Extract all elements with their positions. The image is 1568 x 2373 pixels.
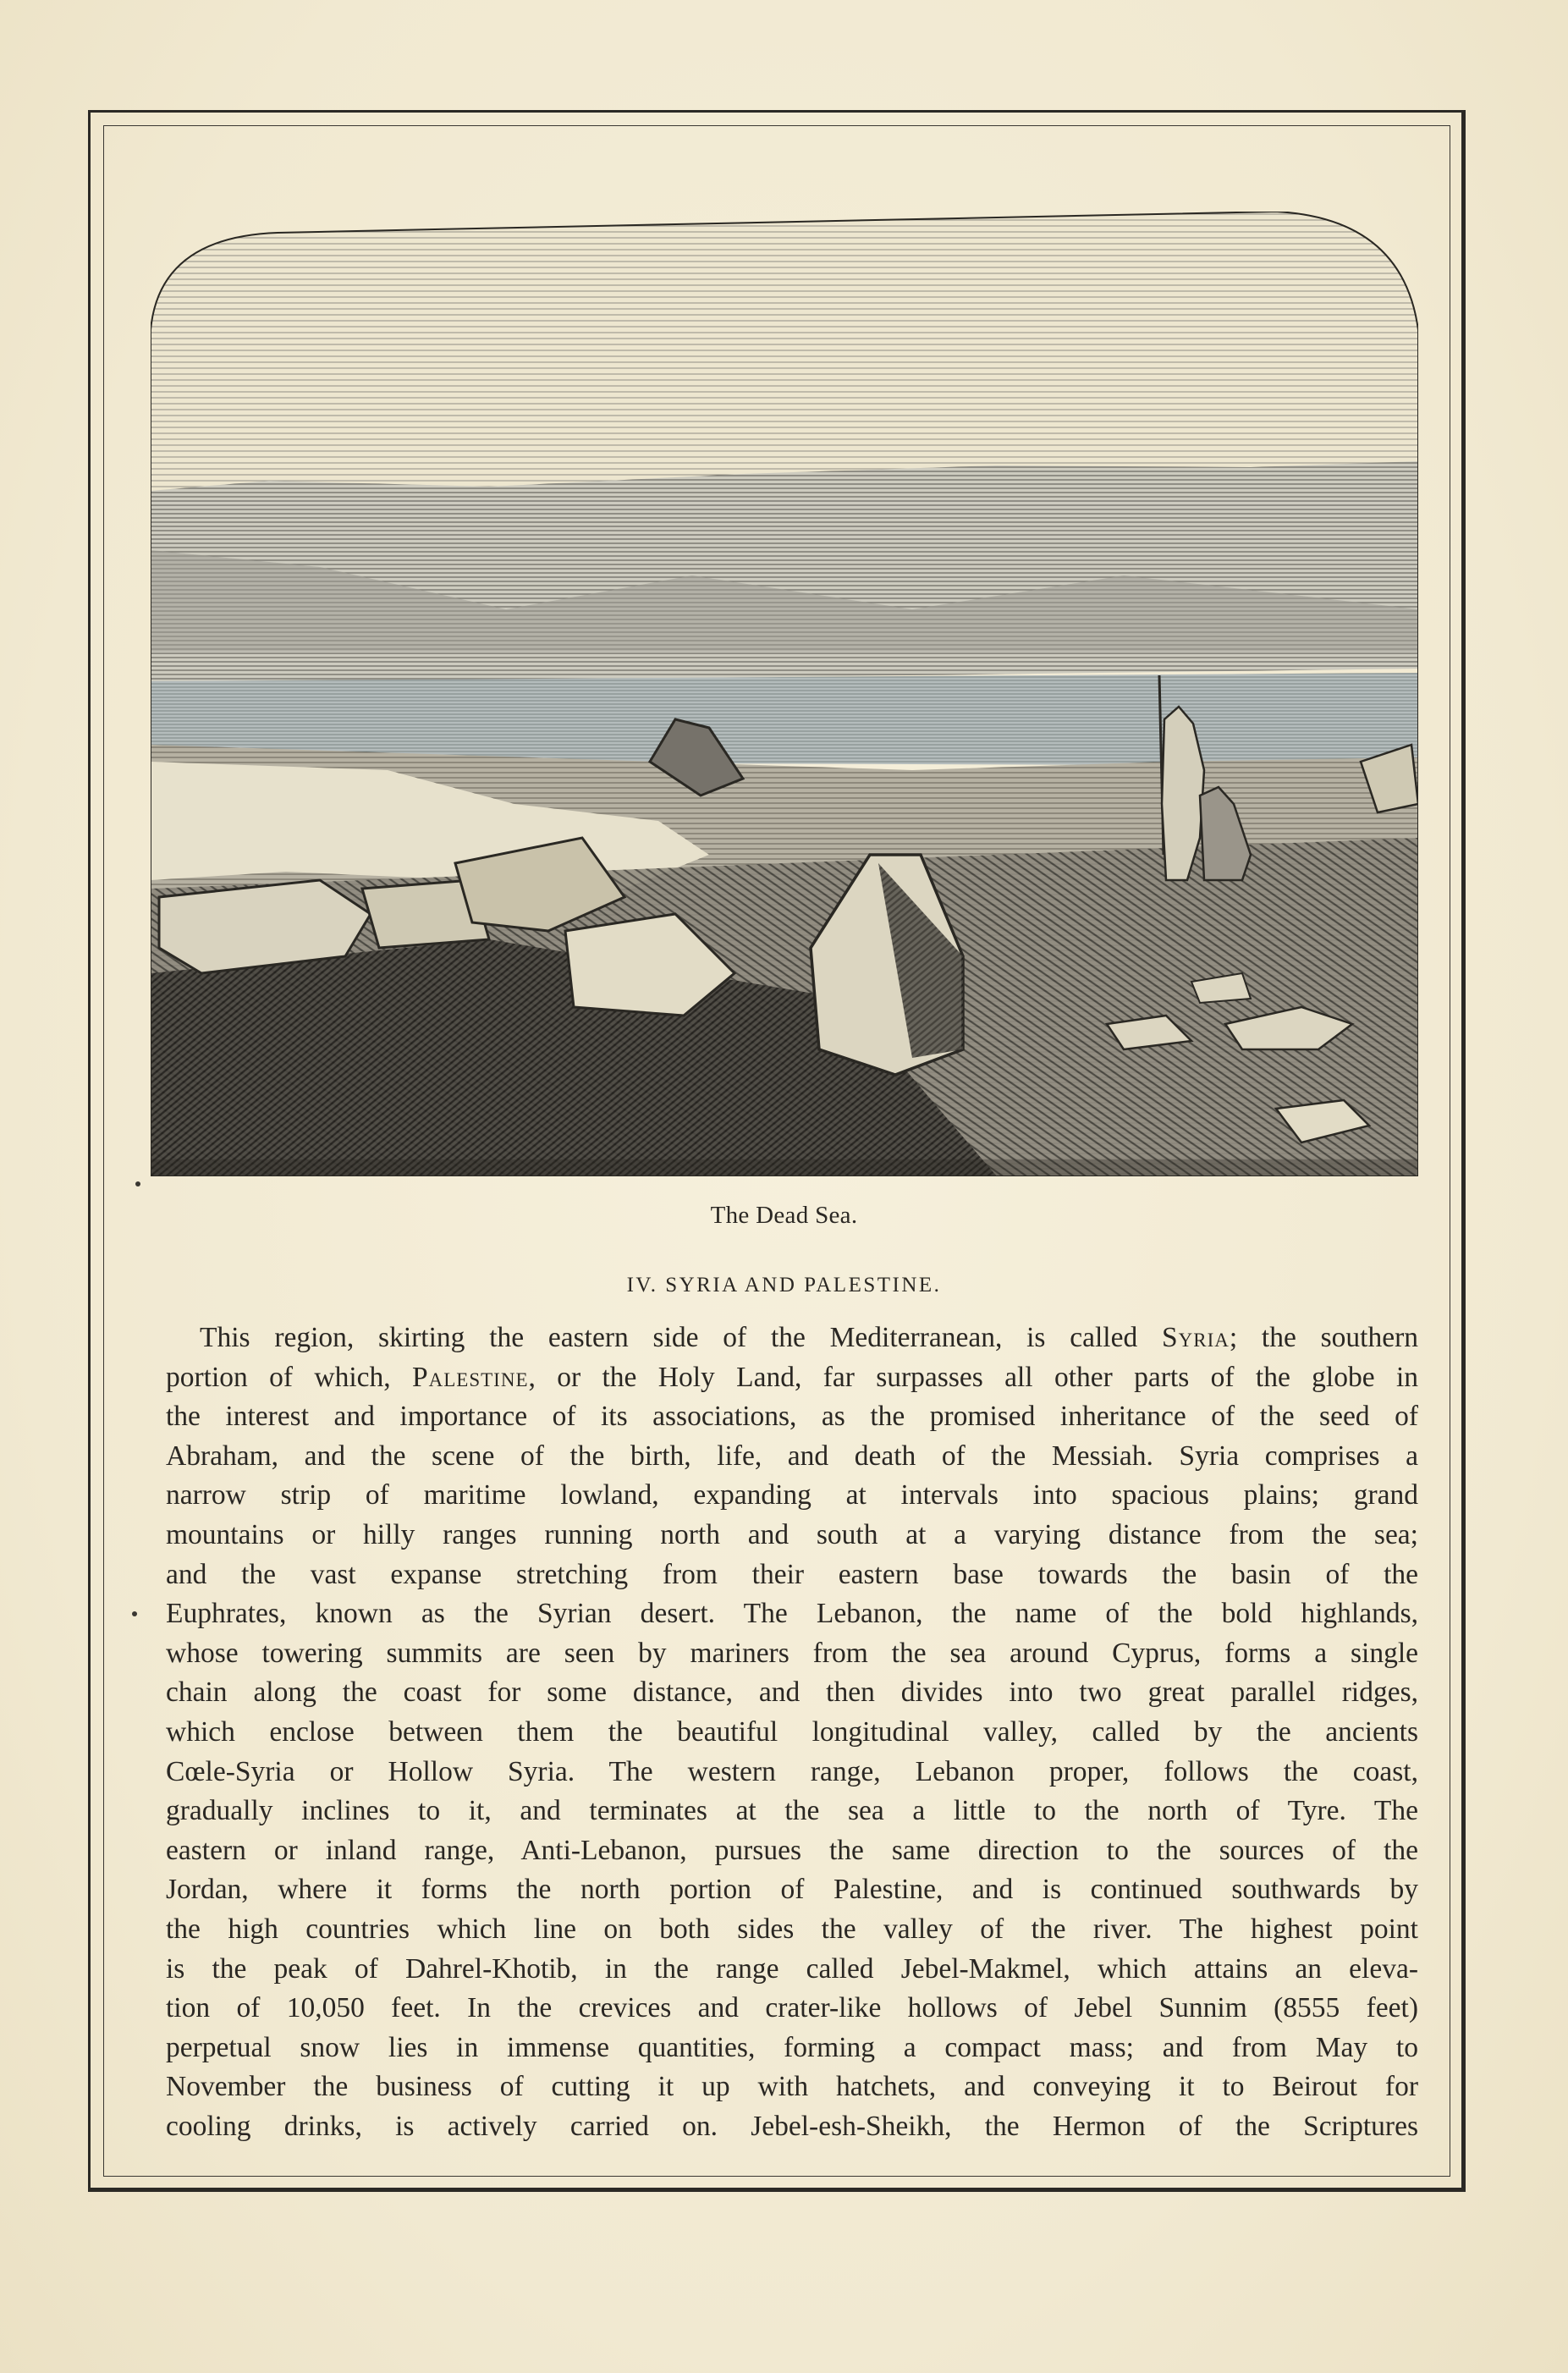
- text-line: cooling drinks, is actively carried on. Jebel-esh-Sheikh, the Hermon of the Scriptures: [166, 2110, 1418, 2142]
- section-heading: IV. SYRIA AND PALESTINE.: [626, 1274, 942, 1297]
- text-run: portion of which,: [166, 1361, 412, 1393]
- text-line: November the business of cutting it up with hatchets, and conveying it to Beirout for: [166, 2071, 1418, 2103]
- text-run: ; the southern: [1229, 1322, 1418, 1353]
- text-run: , or the Holy Land, far surpasses all other parts of the globe in: [528, 1361, 1418, 1393]
- text-line: Abraham, and the scene of the birth, life, and death of the Messiah. Syria comprises a: [166, 1440, 1418, 1472]
- text-line: eastern or inland range, Anti-Lebanon, pursues the same direction to the sources of the: [166, 1834, 1418, 1866]
- text-line: gradually inclines to it, and terminates at the sea a little to the north of Tyre. The: [166, 1795, 1418, 1827]
- text-line: the interest and importance of its associations, as the promised inheritance of the seed of: [166, 1401, 1418, 1433]
- text-line: narrow strip of maritime lowland, expanding at intervals into spacious plains; grand: [166, 1479, 1418, 1511]
- margin-dot: [135, 1181, 140, 1186]
- text-line: perpetual snow lies in immense quantities, forming a compact mass; and from May to: [166, 2031, 1418, 2063]
- text-line: the high countries which line on both sides the valley of the river. The highest point: [166, 1913, 1418, 1945]
- text-line: mountains or hilly ranges running north and south at a varying distance from the sea;: [166, 1518, 1418, 1550]
- engraving-svg: [151, 212, 1418, 1176]
- figure-caption: The Dead Sea.: [710, 1202, 858, 1229]
- text-line: Euphrates, known as the Syrian desert. The Lebanon, the name of the bold highlands,: [166, 1598, 1418, 1630]
- text-line: Jordan, where it forms the north portion of Palestine, and is continued southwards by: [166, 1874, 1418, 1906]
- body-text: [166, 1319, 1418, 2146]
- text-line: and the vast expanse stretching from their eastern base towards the basin of the: [166, 1558, 1418, 1590]
- text-line: chain along the coast for some distance, and then divides into two great parallel ridges,: [166, 1677, 1418, 1709]
- text-line: Cœle-Syria or Hollow Syria. The western range, Lebanon proper, follows the coast,: [166, 1755, 1418, 1787]
- text-line: [166, 1358, 1418, 1398]
- text-line: which enclose between them the beautiful longitudinal valley, called by the ancients: [166, 1715, 1418, 1748]
- dead-sea-engraving: [151, 212, 1418, 1176]
- text-line: [166, 1319, 1418, 1358]
- text-line: is the peak of Dahrel-Khotib, in the range called Jebel-Makmel, which attains an eleva-: [166, 1952, 1418, 1985]
- margin-dot: [132, 1611, 137, 1616]
- small-caps-term: Palestine: [412, 1361, 529, 1393]
- text-line: tion of 10,050 feet. In the crevices and crater-like hollows of Jebel Sunnim (8555 feet): [166, 1992, 1418, 2024]
- text-line: whose towering summits are seen by mariners from the sea around Cyprus, forms a single: [166, 1637, 1418, 1669]
- text-run: This region, skirting the eastern side of the Mediterranean, is called: [200, 1322, 1162, 1353]
- small-caps-term: Syria: [1161, 1322, 1230, 1353]
